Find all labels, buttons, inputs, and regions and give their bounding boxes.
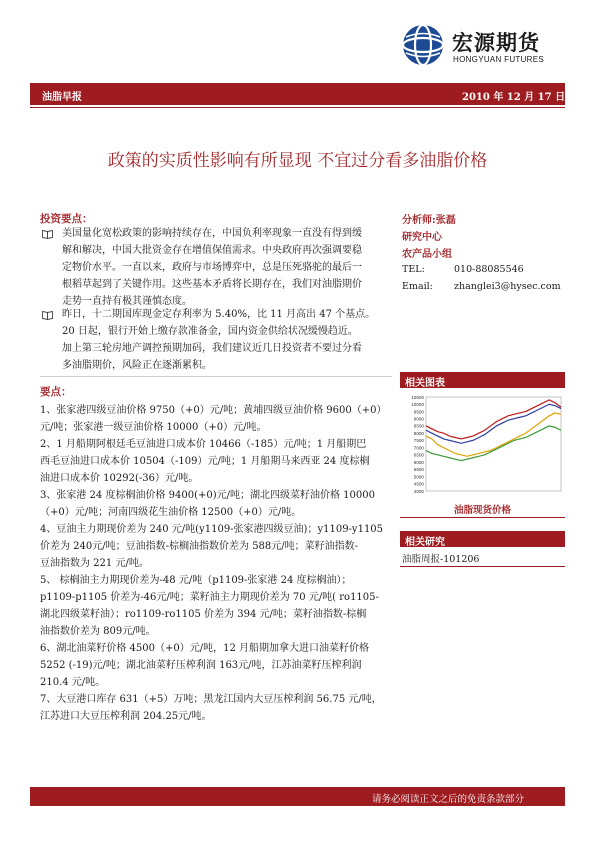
book-bullet-icon [42, 229, 53, 239]
key-point-line: 2、1 月船期阿根廷毛豆油进口成本价 10466（-185）元/吨；1 月船期巴 [40, 439, 367, 450]
key-point-line: 元/吨；张家港一级豆油价格 10000（+0）元/吨。 [40, 422, 267, 433]
y-tick-label: 9000 [413, 416, 424, 422]
y-tick-label: 4500 [413, 481, 424, 487]
analyst-email[interactable]: Email: zhanglei3@hysec.com [402, 281, 561, 292]
header-underline [30, 107, 565, 108]
research-divider [400, 566, 565, 567]
key-point-line: （+0）元/吨；河南四级花生油价格 12500（+0）元/吨。 [40, 507, 302, 518]
key-points-list [40, 402, 392, 725]
company-name-cn: 宏源期货 [452, 31, 540, 55]
key-point-line: 西毛豆油进口成本价 10504（-109）元/吨；1 月船期马来西亚 24 度棕榈 [40, 456, 370, 467]
key-point-line: 7、大豆港口库存 631（+5）万吨；黑龙江国内大豆压榨利润 56.75 元/吨， [40, 694, 382, 705]
y-tick-label: 6000 [413, 459, 424, 465]
report-type: 油脂早报 [42, 92, 82, 103]
analyst-name: 分析师:张磊 [402, 215, 456, 226]
key-point-line: 6、湖北油菜籽价格 4500（+0）元/吨，12 月船期加拿大进口油菜籽价格 [40, 643, 370, 654]
y-tick-label: 5000 [413, 474, 424, 480]
key-point-line: 5、 棕榈油主力期现价差为-48 元/吨（p1109-张家港 24 度棕榈油）； [40, 575, 352, 586]
key-point-line: 3、张家港 24 度棕榈油价格 9400(+0)元/吨；湖北四级菜籽油价格 10000 [40, 490, 375, 501]
investment-highlights-heading: 投资要点： [40, 213, 93, 225]
key-points-heading: 要点： [40, 386, 72, 398]
y-tick-label: 9500 [413, 409, 424, 415]
y-tick-label: 7500 [413, 438, 424, 444]
disclaimer-note: 请务必阅读正文之后的免责条款部分 [372, 794, 525, 805]
related-research-item[interactable]: 油脂周报-101206 [402, 554, 480, 565]
key-point-line: 价差为 240元/吨；豆油指数-棕榈油指数价差为 588元/吨；菜籽油指数- [40, 541, 359, 552]
y-tick-label: 8500 [413, 423, 424, 429]
chart-divider [400, 517, 565, 518]
y-tick-label: 7000 [413, 445, 424, 451]
key-point-line: p1109-p1105 价差为-46元/吨；菜籽油主力期现价差为 70 元/吨( ro1105- [40, 592, 379, 603]
y-tick-label: 10000 [411, 402, 424, 408]
section-divider [40, 376, 392, 377]
key-point-line: 210.4 元/吨。 [40, 677, 106, 688]
y-tick-label: 5500 [413, 467, 424, 473]
company-name-en: HONGYUAN FUTURES [453, 55, 545, 64]
key-point-line: 1、张家港四级豆油价格 9750（+0）元/吨；黄埔四级豆油价格 9600（+0） [40, 405, 387, 416]
analyst-group: 农产品小组 [402, 249, 452, 260]
key-point-line: 4、豆油主力期现价差为 240 元/吨(y1109-张家港四级豆油)；y1109-y1105 [40, 524, 384, 535]
related-chart-heading: 相关图表 [405, 378, 445, 389]
chart-plot-area [426, 397, 561, 491]
key-point-line: 油进口成本价 10292(-36）元/吨。 [40, 473, 199, 484]
highlight-paragraph-2: 昨日，十二期国库现金定存利率为 5.40%，比 11 月高出 47 个基点。 20 日起，银行开始上缴存款准备金，国内资金供给状况缓慢趋近。 加上第三轮房地产调控预期加码，我们建议近几日投资者不要过分看 多油脂期价，风险正在逐渐累积。 [62, 309, 376, 371]
globe-logo-icon [402, 24, 444, 66]
report-title: 政策的实质性影响有所显现 不宜过分看多油脂价格 [107, 151, 488, 171]
report-date: 2010 年 12 月 17 日 [462, 92, 566, 103]
key-point-line: 豆油指数为 221 元/吨。 [40, 558, 149, 569]
chart-caption: 油脂现货价格 [453, 505, 511, 516]
key-point-line: 湖北四级菜籽油）；ro1109-ro1105 价差为 394 元/吨；菜籽油指数-棕榈 [40, 609, 367, 620]
key-point-line: 江苏进口大豆压榨利润 204.25元/吨。 [40, 711, 212, 722]
analyst-dept: 研究中心 [402, 232, 442, 243]
analyst-tel: TEL: 010-88085546 [402, 264, 524, 275]
y-tick-label: 4000 [413, 488, 424, 494]
related-research-heading: 相关研究 [405, 537, 445, 548]
key-point-line: 油指数价差为 809元/吨。 [40, 626, 156, 637]
y-tick-label: 8000 [413, 430, 424, 436]
book-bullet-icon [42, 310, 53, 320]
key-point-line: 5252 (-19)元/吨；湖北油菜籽压榨利润 163元/吨，江苏油菜籽压榨利润 [40, 660, 362, 671]
y-tick-label: 6500 [413, 452, 424, 458]
oil-spot-price-chart [400, 393, 565, 495]
highlight-paragraph-1: 美国量化宽松政策的影响持续存在，中国负利率现象一直没有得到缓 解和解决，中国大批资金存在增值保值需求。中央政府再次强调要稳 定物价水平。一直以来，政府与市场博弈中，总是压死骆驼的最后一 根稻草起到了关键作用。这些基本矛盾将长期存在，我们对油脂期价 走势一直持有极其谨慎态度。 [62, 228, 362, 307]
y-tick-label: 10500 [411, 394, 424, 400]
